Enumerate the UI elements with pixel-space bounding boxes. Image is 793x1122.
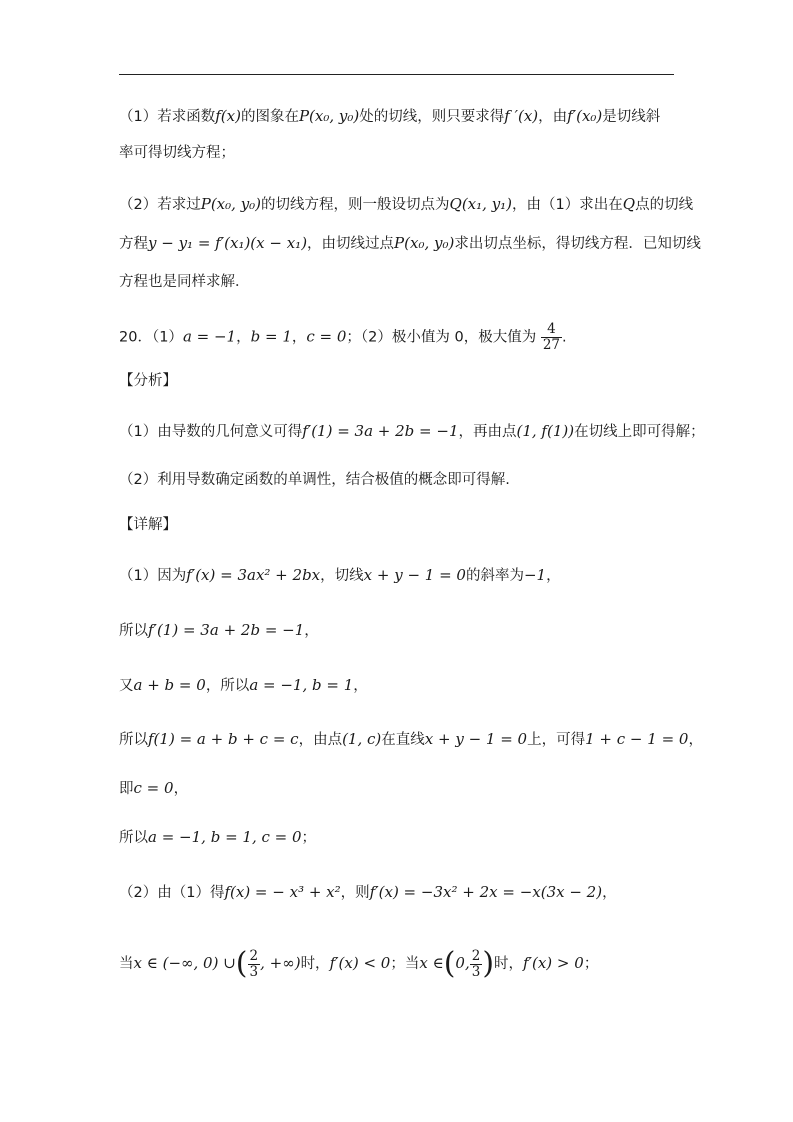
math-result: a = −1, b = 1, c = 0 (148, 828, 302, 846)
paren-left: ( (235, 946, 248, 981)
text: ， (353, 678, 368, 694)
math-fx: f(x) (215, 107, 241, 125)
math-interval: x ∈ (−∞, 0) ∪ (133, 954, 236, 972)
math-interval: x ∈ (419, 954, 444, 972)
an1-line (119, 421, 705, 442)
text: 的斜率为 (465, 568, 524, 584)
text: 即 (119, 781, 134, 797)
math-b: b = 1 (250, 327, 292, 346)
text: 的切线方程，则一般设切点为 (261, 197, 450, 213)
math-eq: f′(1) = 3a + 2b = −1 (148, 621, 305, 639)
math-point-p: P(x₀, y₀) (298, 107, 360, 125)
math-point-p: P(x₀, y₀) (394, 234, 455, 252)
text: ，再由点 (458, 424, 517, 440)
text: 在直线 (381, 732, 425, 748)
text: 的图象在 (240, 109, 299, 125)
math-derivative: f′(x) = −3x² + 2x = −x(3x − 2) (369, 883, 603, 901)
text: 求出切点坐标，得切线方程．已知切线 (454, 236, 701, 252)
text: ，由点 (298, 732, 343, 748)
d4-line (119, 729, 703, 750)
text: 所以 (119, 623, 148, 639)
text: ，由 (538, 109, 568, 125)
math-fprime-1: f′(1) = 3a + 2b = −1 (302, 422, 459, 440)
numerator: 2 (471, 947, 481, 964)
fraction-2-3 (248, 949, 261, 980)
text: ， (173, 781, 189, 797)
text: ；当 (390, 956, 420, 972)
text: ， (688, 732, 703, 748)
text: 处的切线，则只要求得 (359, 109, 505, 125)
text: （1）若求函数 (119, 109, 216, 125)
text: 时， (300, 956, 330, 972)
text: 20．（1） (119, 329, 183, 346)
math-interval-end: , +∞) (260, 954, 301, 972)
math-point: (1, c) (342, 730, 382, 748)
math-derivative: f′(x) = 3ax² + 2bx (186, 566, 321, 584)
p2-line (119, 194, 694, 215)
text: 方程 (119, 236, 148, 252)
d1-line (119, 565, 679, 586)
text: 上，可得 (527, 732, 586, 748)
math-point: (1, f(1)) (516, 422, 575, 440)
d8-line (119, 948, 679, 980)
text: （1）由导数的几何意义可得 (119, 424, 303, 440)
math-inequality: f′(x) > 0 (523, 954, 584, 972)
text: ， (602, 885, 617, 901)
text: （1）因为 (119, 568, 187, 584)
math-tangent-eq: y − y₁ = f′(x₁)(x − x₁) (148, 234, 308, 252)
math-function: f(x) = − x³ + x² (224, 883, 341, 901)
math-point-q: Q(x₁, y₁) (449, 195, 513, 213)
text: 所以 (119, 732, 148, 748)
d6-line (119, 827, 679, 848)
text: ；（2）极小值为 0，极大值为 (346, 329, 537, 346)
math-q: Q (622, 195, 636, 213)
text: ，由切线过点 (307, 236, 395, 252)
text: ， (236, 329, 251, 346)
text: 当 (119, 956, 134, 972)
text: ， (291, 329, 307, 346)
numerator: 2 (249, 947, 259, 964)
p1b-line: 率可得切线方程； (119, 145, 235, 161)
d5-line (119, 778, 679, 799)
text: ， (304, 623, 319, 639)
an2-line: （2）利用导数确定函数的单调性，结合极值的概念即可得解. (119, 472, 510, 488)
math-point-p: P(x₀, y₀) (200, 195, 262, 213)
math-fprime-x0: f′(x₀) (567, 107, 603, 125)
text: . (562, 329, 567, 346)
d7-line (119, 882, 679, 903)
fraction-4-27 (541, 322, 562, 353)
math-eq: a + b = 0 (133, 676, 206, 694)
detail-heading: 【详解】 (119, 517, 177, 533)
math-a: a = −1 (182, 327, 237, 346)
d2-line (119, 620, 679, 641)
text: （2）若求过 (119, 197, 201, 213)
denominator: 3 (471, 963, 481, 980)
text: ，则 (340, 885, 370, 901)
analysis-heading: 【分析】 (119, 373, 177, 389)
denominator: 3 (249, 963, 259, 980)
numerator: 4 (541, 322, 562, 338)
p2c-line: 方程也是同样求解． (119, 274, 250, 290)
denominator: 27 (542, 337, 561, 353)
text: ； (301, 830, 317, 846)
text: ， (546, 568, 561, 584)
math-line: x + y − 1 = 0 (363, 566, 466, 584)
text: ，切线 (320, 568, 364, 584)
math-c: c = 0 (306, 327, 347, 346)
math-fprime-x: f ′(x) (504, 107, 539, 125)
paren-left: ( (443, 946, 456, 981)
math-eq: 1 + c − 1 = 0 (585, 730, 689, 748)
text: 点的切线 (635, 197, 694, 213)
text: （2）由（1）得 (119, 885, 225, 901)
text: 所以 (119, 830, 148, 846)
q20-answer-line (119, 322, 679, 353)
math-result: a = −1, b = 1 (249, 676, 354, 694)
d3-line (119, 675, 679, 696)
text: 又 (119, 678, 134, 694)
text: ，由（1）求出在 (512, 197, 623, 213)
math-line: x + y − 1 = 0 (424, 730, 528, 748)
fraction-2-3 (470, 949, 483, 980)
text: ； (583, 956, 599, 972)
math-slope: −1 (523, 566, 547, 584)
math-inequality: f′(x) < 0 (329, 954, 391, 972)
header-rule (119, 74, 674, 75)
math-eq: c = 0 (133, 779, 174, 797)
p1-line (119, 106, 679, 127)
text: 在切线上即可得解； (574, 424, 705, 440)
p2b-line (119, 233, 701, 254)
text: ，所以 (205, 678, 250, 694)
text: 时， (494, 956, 524, 972)
math-zero: 0, (455, 954, 470, 972)
math-eq: f(1) = a + b + c = c (148, 730, 299, 748)
paren-right: ) (482, 946, 495, 981)
text: 是切线斜 (602, 109, 661, 125)
